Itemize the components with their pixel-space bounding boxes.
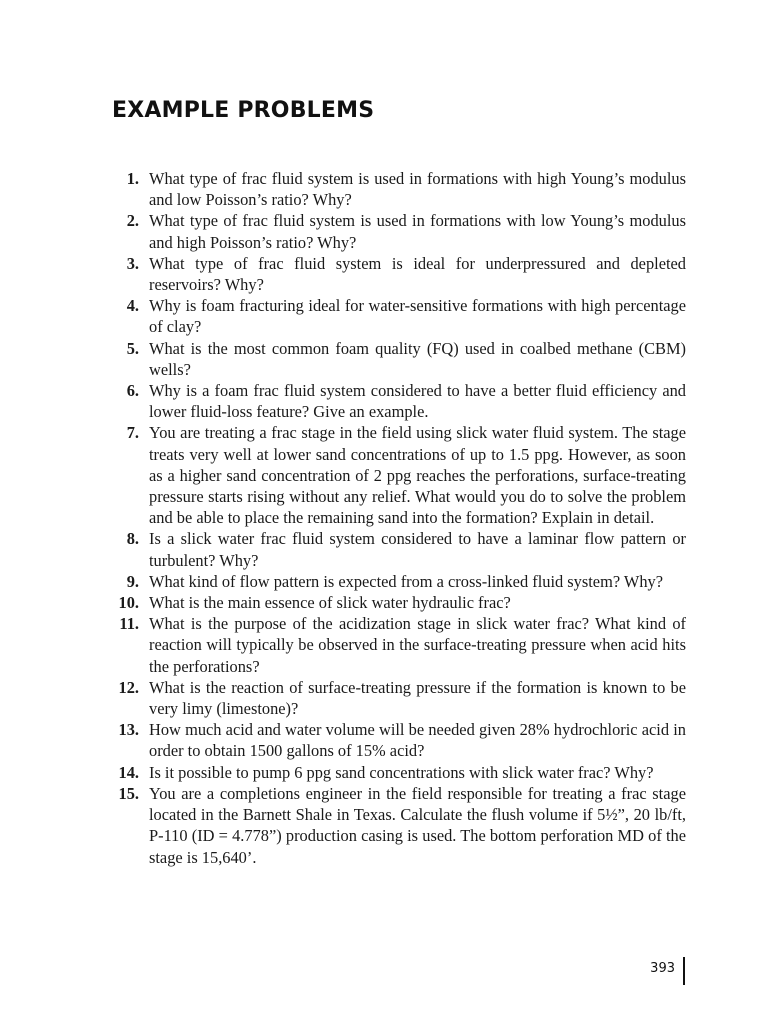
problem-item xyxy=(106,592,686,613)
section-heading: EXAMPLE PROBLEMS xyxy=(112,98,375,123)
problem-text: What kind of flow pattern is expected from a cross-linked fluid system? Why? xyxy=(149,571,664,591)
problem-text: Why is a foam frac fluid system considered to have a better fluid efficiency and lower fluid-loss feature? Give an example. xyxy=(149,381,686,422)
problem-text: What type of frac fluid system is used in formations with low Young’s modulus and high Poisson’s ratio? Why? xyxy=(149,211,686,252)
page-number: 393 xyxy=(650,957,685,985)
problem-item xyxy=(106,762,686,783)
problem-number: 10. xyxy=(118,593,139,613)
problem-item xyxy=(106,719,686,761)
problem-item xyxy=(106,210,686,252)
problem-text: Is it possible to pump 6 ppg sand concentrations with slick water frac? Why? xyxy=(149,762,654,782)
problem-number: 7. xyxy=(126,423,139,443)
problem-list xyxy=(106,168,686,868)
problem-number: 9. xyxy=(126,571,139,591)
problem-text: What is the most common foam quality (FQ) used in coalbed methane (CBM) wells? xyxy=(149,338,686,379)
problem-item xyxy=(106,253,686,295)
problem-item xyxy=(106,295,686,337)
problem-number: 4. xyxy=(126,296,139,316)
problem-text: You are a completions engineer in the field responsible for treating a frac stage located in the Barnett Shale in Texas. Calculate the flush volume if 5½”, 20 lb/ft, P-110 (ID = 4.778”) production casing is used. The bottom perforation MD of the stage is 15,640’. xyxy=(149,783,686,867)
problem-text: How much acid and water volume will be needed given 28% hydrochloric acid in order to obtain 1500 gallons of 15% acid? xyxy=(149,720,686,761)
problem-number: 6. xyxy=(126,381,139,401)
problem-text: What is the purpose of the acidization stage in slick water frac? What kind of reaction will typically be observed in the surface-treating pressure when acid hits the perforations? xyxy=(149,614,686,676)
problem-number: 1. xyxy=(126,169,139,188)
problem-text: What type of frac fluid system is used in formations with high Young’s modulus and low Poisson’s ratio? Why? xyxy=(149,169,686,210)
problem-text: You are treating a frac stage in the field using slick water fluid system. The stage treats very well at lower sand concentrations of up to 1.5 ppg. However, as soon as a higher sand concentration of 2 ppg reaches the perforations, surface-treating pressure starts rising without any relief. What would you do to solve the problem and be able to place the remaining sand into the formation? Explain in detail. xyxy=(149,423,686,528)
problem-number: 15. xyxy=(118,783,139,803)
problem-text: Is a slick water frac fluid system considered to have a laminar flow pattern or turbulent? Why? xyxy=(149,529,686,570)
problem-number: 3. xyxy=(126,253,139,273)
problem-text: What is the reaction of surface-treating pressure if the formation is known to be very limy (limestone)? xyxy=(149,677,686,719)
problem-number: 11. xyxy=(119,614,139,634)
problem-item xyxy=(106,677,686,719)
problem-item xyxy=(106,422,686,528)
problem-text: What type of frac fluid system is ideal for underpressured and depleted reservoirs? Why? xyxy=(149,253,686,295)
problem-text: What is the main essence of slick water hydraulic frac? xyxy=(149,593,511,613)
problem-number: 8. xyxy=(126,529,139,549)
problem-number: 5. xyxy=(126,338,139,358)
problem-item xyxy=(106,380,686,422)
problem-item xyxy=(106,338,686,380)
problem-item xyxy=(106,571,686,592)
problem-item xyxy=(106,168,686,210)
problem-item xyxy=(106,528,686,570)
problem-number: 13. xyxy=(118,720,139,740)
problem-text: Why is foam fracturing ideal for water-sensitive formations with high percentage of clay? xyxy=(149,296,686,337)
problem-number: 2. xyxy=(126,211,139,231)
problem-number: 14. xyxy=(118,762,139,782)
problem-item xyxy=(106,783,686,868)
problem-number: 12. xyxy=(118,677,139,697)
problem-item xyxy=(106,613,686,677)
